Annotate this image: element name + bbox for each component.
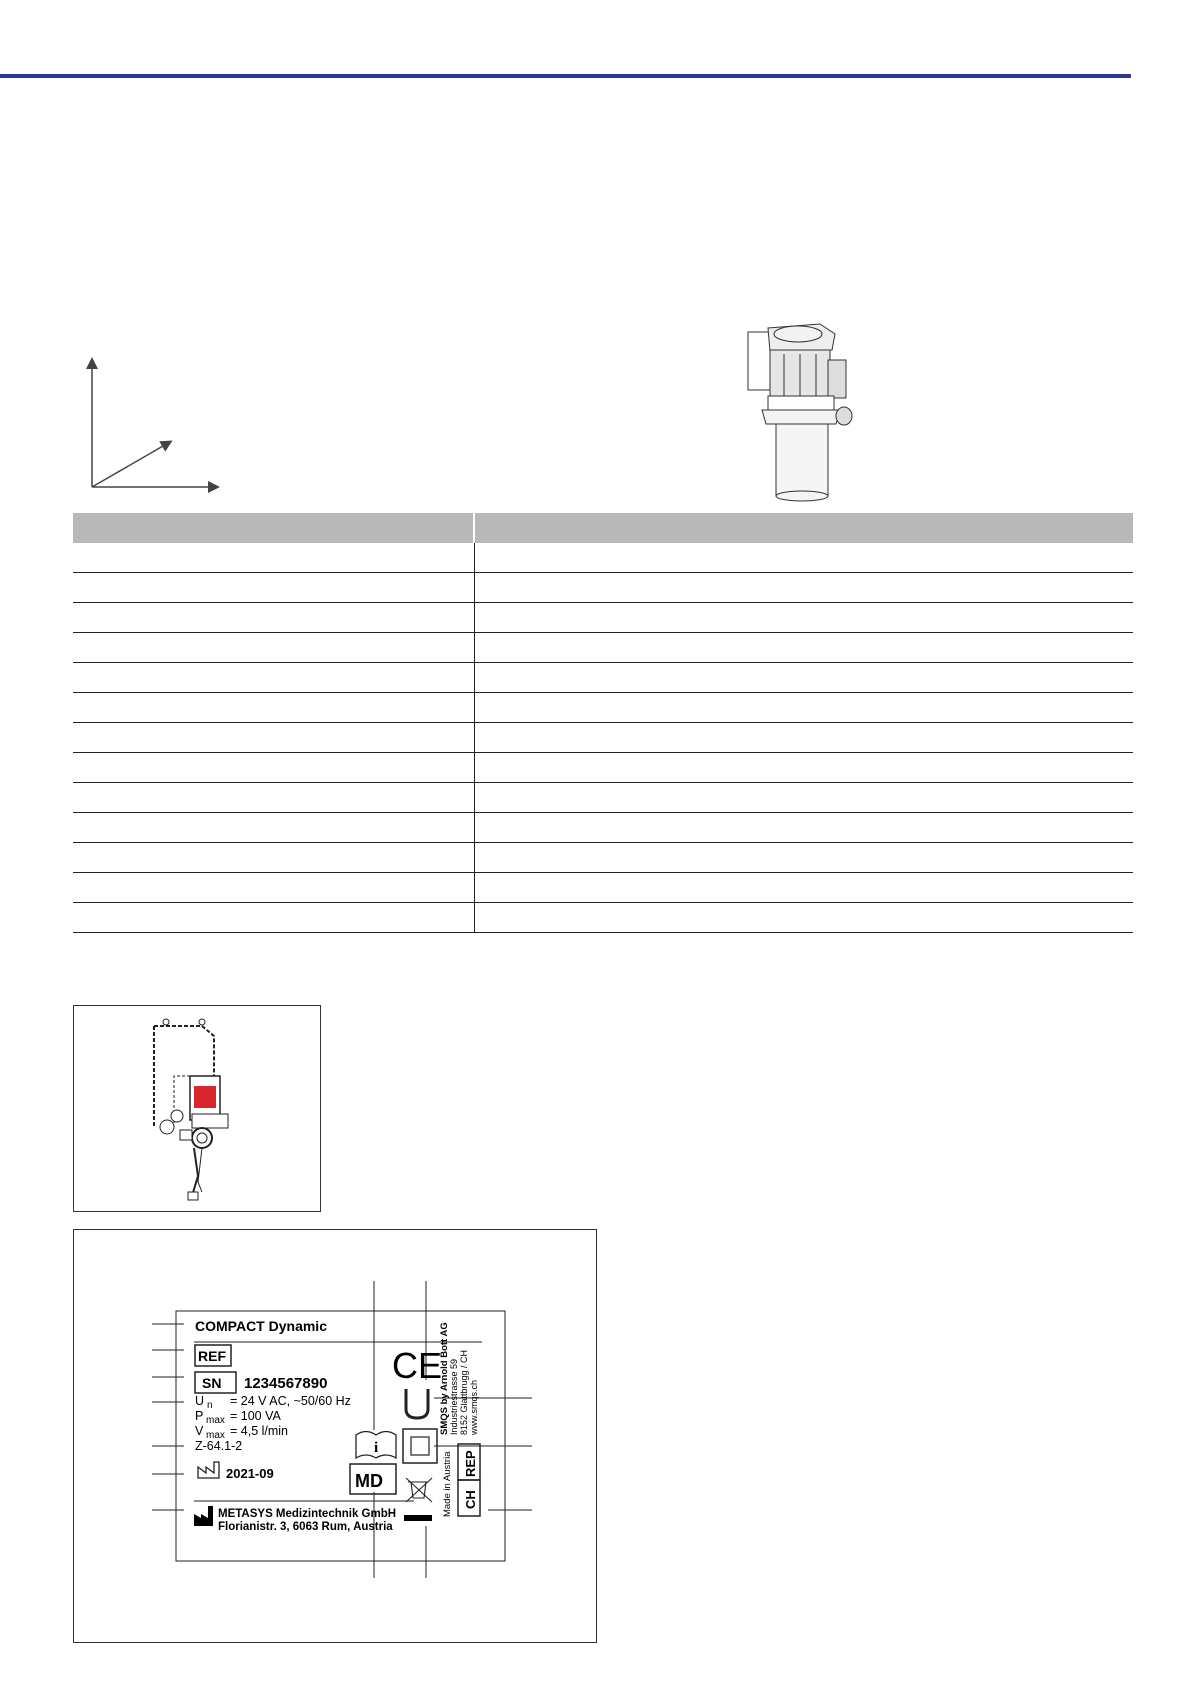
table-cell [73, 573, 474, 603]
voltage-symbol: U [195, 1394, 205, 1408]
table-row [73, 813, 1133, 843]
table-cell [73, 693, 474, 723]
manufacturer-address: Florianistr. 3, 6063 Rum, Austria [218, 1521, 393, 1533]
manufacture-date: 2021-09 [226, 1466, 274, 1481]
type-label-figure [73, 1229, 597, 1643]
table-row [73, 633, 1133, 663]
table-header-cell [474, 513, 1133, 543]
flow-symbol: V [195, 1424, 204, 1438]
device-illustration [740, 320, 860, 505]
date-of-manufacture-icon [198, 1462, 219, 1478]
rep-symbol: REP [463, 1450, 478, 1477]
table-row [73, 843, 1133, 873]
table-cell [73, 903, 474, 933]
power-value: = 100 VA [230, 1409, 281, 1423]
weee-bin-icon [406, 1478, 432, 1502]
ch-symbol: CH [463, 1490, 478, 1509]
flow-subscript: max [206, 1430, 225, 1441]
table-cell [73, 783, 474, 813]
type-label [74, 1230, 596, 1642]
axes-diagram [70, 350, 230, 500]
power-symbol: P [195, 1409, 204, 1423]
table-cell [73, 753, 474, 783]
flow-value: = 4,5 l/min [230, 1424, 289, 1438]
table-cell [474, 813, 1133, 843]
table-row [73, 573, 1133, 603]
table-row [73, 603, 1133, 633]
table-cell [474, 573, 1133, 603]
table-cell [474, 543, 1133, 573]
ref-symbol: REF [198, 1348, 226, 1364]
manufacturer-name: METASYS Medizintechnik GmbH [218, 1508, 397, 1520]
table-cell [474, 873, 1133, 903]
voltage-value: = 24 V AC, ~50/60 Hz [230, 1394, 351, 1408]
power-subscript: max [206, 1415, 225, 1426]
double-insulation-inner [411, 1437, 429, 1455]
u-conformity-mark [406, 1389, 428, 1418]
spec-table [73, 513, 1133, 933]
product-name: COMPACT Dynamic [195, 1318, 327, 1334]
table-row [73, 783, 1133, 813]
device-side-view [74, 1006, 320, 1211]
double-insulation-outer [403, 1429, 437, 1463]
table-header-cell [73, 513, 474, 543]
table-row [73, 693, 1133, 723]
sn-symbol: SN [202, 1375, 222, 1391]
table-cell [474, 903, 1133, 933]
table-cell [73, 873, 474, 903]
table-cell [73, 543, 474, 573]
rep-street: Industriestrasse 59 [449, 1358, 459, 1435]
table-cell [73, 813, 474, 843]
md-symbol: MD [355, 1471, 383, 1491]
table-cell [474, 693, 1133, 723]
ce-mark: CE [392, 1345, 443, 1386]
table-cell [474, 663, 1133, 693]
rep-web: www.smqs.ch [469, 1379, 479, 1435]
table-row [73, 873, 1133, 903]
table-cell [474, 633, 1133, 663]
label-position-figure [73, 1005, 321, 1212]
made-in: Made in Austria [442, 1451, 453, 1517]
table-cell [73, 603, 474, 633]
manufacturer-factory-icon [194, 1506, 213, 1526]
table-cell [73, 633, 474, 663]
table-row [73, 903, 1133, 933]
axis-diagonal [92, 442, 170, 487]
table-cell [474, 753, 1133, 783]
table-cell [474, 603, 1133, 633]
table-row [73, 723, 1133, 753]
table-cell [73, 843, 474, 873]
table-row [73, 663, 1133, 693]
rep-city: 8152 Glattbrugg / CH [459, 1349, 469, 1435]
table-cell [474, 783, 1133, 813]
table-header-row [73, 513, 1133, 543]
label-highlight [194, 1086, 216, 1108]
table-cell [474, 723, 1133, 753]
table-row [73, 543, 1133, 573]
voltage-subscript: n [207, 1400, 213, 1411]
table-cell [73, 723, 474, 753]
weee-bar [404, 1515, 432, 1521]
rep-company: SMQS by Arnold Bott AG [439, 1322, 450, 1435]
table-row [73, 753, 1133, 783]
instructions-i: i [374, 1440, 379, 1456]
table-cell [474, 843, 1133, 873]
table-cell [73, 663, 474, 693]
standard-code: Z-64.1-2 [195, 1439, 243, 1453]
header-rule [0, 74, 1131, 78]
serial-number: 1234567890 [244, 1375, 328, 1392]
